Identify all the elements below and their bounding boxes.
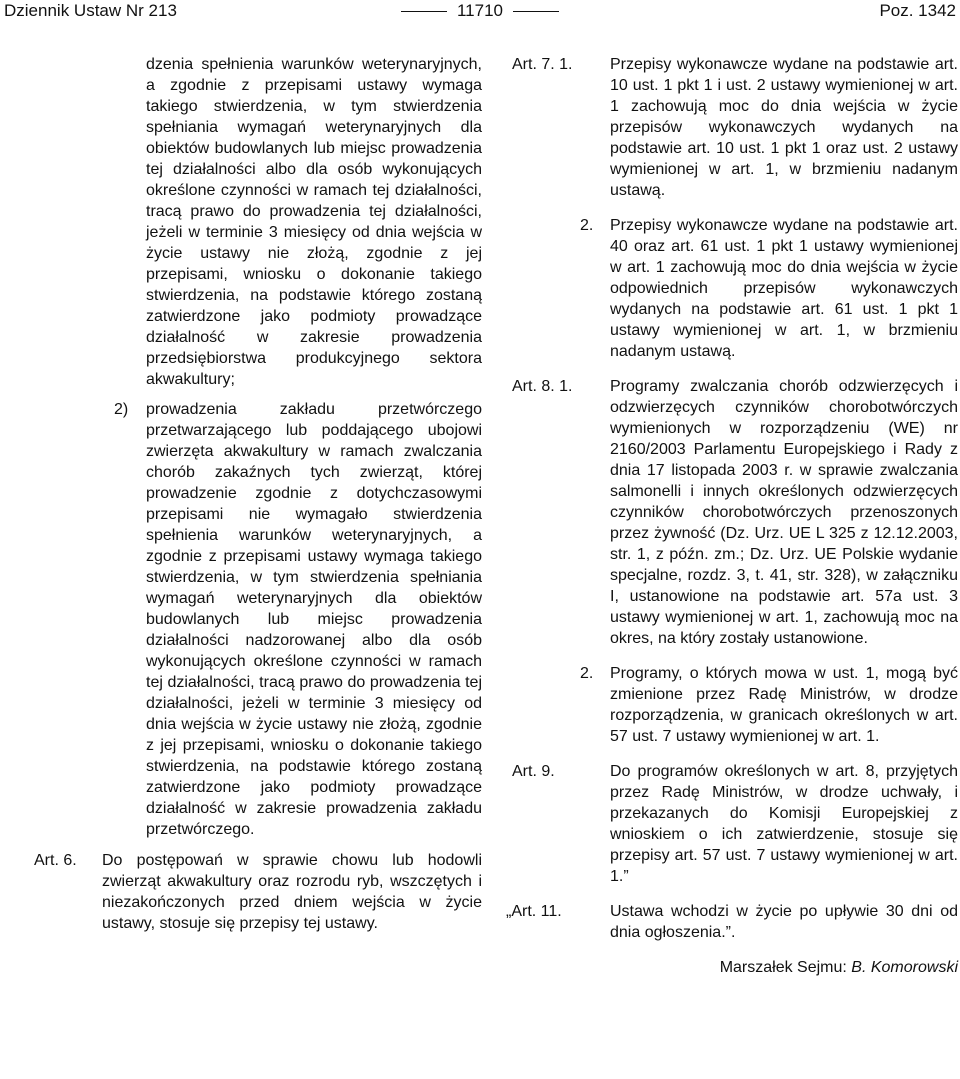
article-6: [34, 850, 482, 934]
article-7-2-number: 2.: [580, 217, 594, 234]
signature: [512, 957, 958, 978]
article-6-text: Do postępowań w sprawie chowu lub hodowli zwierząt akwakultury oraz rozrodu ryb, wszczętych i niezakończonych przed dniem wejścia w życie ustawy, stosuje się przepisy tej ustawy.: [102, 852, 482, 932]
article-7-1: [512, 54, 958, 201]
article-8-1: [512, 376, 958, 649]
page-number-block: [4, 0, 956, 22]
article-7-2-text: Przepisy wykonawcze wydane na podstawie art. 40 oraz art. 61 ust. 1 pkt 1 ustawy wymienionej w art. 1 zachowują moc do dnia wejścia w życie odpowiednich przepisów wykonawczych wydanych na podstawie art. 61 ust. 1 pkt 1 ustawy wymienionej w art. 1, w brzmieniu nadanym ustawą.: [610, 217, 958, 360]
list-item-2-number: 2): [114, 401, 129, 418]
page-header: [4, 0, 956, 24]
article-11-label: „Art. 11.: [506, 903, 562, 920]
article-11: [506, 901, 958, 943]
article-7-label: Art. 7. 1.: [512, 56, 573, 73]
journal-title: Dziennik Ustaw Nr 213: [4, 1, 177, 20]
continuation-paragraph: dzenia spełnienia warunków weterynaryjnych, a zgodnie z przepisami ustawy wymaga takiego stwierdzenia, w tym stwierdzenia spełniania wymagań weterynaryjnych dla obiektów budowlanych lub miejsc prowadzenia tej działalności albo dla osób wykonujących określone czynności w ramach tej działalności, tracą prawo do prowadzenia tej działalności, jeżeli w terminie 3 miesięcy od dnia wejścia w życie ustawy nie złożą, zgodnie z jej przepisami, wniosku o dokonanie takiego stwierdzenia, na podstawie którego zostaną zatwierdzone jako podmioty prowadzące działalność w zakresie prowadzenia przedsiębiorstwa produkcyjnego sektora akwakultury;: [146, 56, 482, 388]
article-8-2: [512, 663, 958, 747]
article-9-label: Art. 9.: [512, 763, 555, 780]
article-7-2: [512, 215, 958, 362]
list-item-2: [34, 399, 482, 840]
article-6-label: Art. 6.: [34, 852, 77, 869]
signature-name: B. Komorowski: [851, 959, 958, 976]
signature-title: Marszałek Sejmu:: [719, 959, 847, 976]
rule-right: [513, 11, 559, 12]
article-8-2-number: 2.: [580, 665, 594, 682]
left-column: [34, 54, 482, 934]
rule-left: [401, 11, 447, 12]
right-column: [506, 54, 958, 978]
list-item-2-text: prowadzenia zakładu przetwórczego przetwarzającego lub poddającego ubojowi zwierzęta akwakultury w ramach zwalczania chorób zakaźnych tych zwierząt, której prowadzenie zgodnie z dotychczasowymi przepisami nie wymagało stwierdzenia spełnienia warunków weterynaryjnych, a zgodnie z przepisami ustawy wymaga takiego stwierdzenia, w tym stwierdzenia spełniania wymagań weterynaryjnych dla obiektów budowlanych lub miejsc prowadzenia działalności nadzorowanej albo dla osób wykonujących określone czynności w ramach tej działalności, tracą prawo do prowadzenia tej działalności, jeżeli w terminie 3 miesięcy od dnia wejścia w życie ustawy nie złożą, zgodnie z jej przepisami, wniosku o dokonanie takiego stwierdzenia, na podstawie którego zostaną zatwierdzone jako podmioty prowadzące działalność w zakresie prowadzenia zakładu przetwórczego.: [146, 401, 482, 838]
article-7-1-text: Przepisy wykonawcze wydane na podstawie art. 10 ust. 1 pkt 1 i ust. 2 ustawy wymienionej w art. 1 zachowują moc do dnia wejścia w życie przepisów wykonawczych wydanych na podstawie art. 10 ust. 1 pkt 1 oraz ust. 2 ustawy wymienionej w art. 1, w brzmieniu nadanym ustawą.: [610, 56, 958, 199]
page-number: 11710: [456, 1, 503, 20]
article-8-2-text: Programy, o których mowa w ust. 1, mogą być zmienione przez Radę Ministrów, w drodze rozporządzenia, w granicach określonych w art. 57 ust. 7 ustawy wymienionej w art. 1.: [610, 665, 958, 745]
article-9: [512, 761, 958, 887]
article-11-text: Ustawa wchodzi w życie po upływie 30 dni od dnia ogłoszenia.”.: [610, 903, 958, 941]
position-number: Poz. 1342: [879, 1, 956, 20]
article-8-label: Art. 8. 1.: [512, 378, 573, 395]
article-9-text: Do programów określonych w art. 8, przyjętych przez Radę Ministrów, w drodze uchwały, i przekazanych do Komisji Europejskiej z wnioskiem o ich zatwierdzenie, stosuje się przepisy art. 57 ust. 7 ustawy wymienionej w art. 1.”: [610, 763, 958, 885]
article-8-1-text: Programy zwalczania chorób odzwierzęcych i odzwierzęcych czynników chorobotwórczych wymienionych w rozporządzeniu (WE) nr 2160/2003 Parlamentu Europejskiego i Rady z dnia 17 listopada 2003 r. w sprawie zwalczania salmonelli i innych określonych odzwierzęcych czynników chorobotwórczych przenoszonych przez żywność (Dz. Urz. UE L 325 z 12.12.2003, str. 1, z późn. zm.; Dz. Urz. UE Polskie wydanie specjalne, rozdz. 3, t. 41, str. 328), w załączniku I, ustanowione na podstawie art. 57a ust. 3 ustawy wymienionej w art. 1, zachowują moc na okres, na który zostały ustanowione.: [610, 378, 958, 647]
